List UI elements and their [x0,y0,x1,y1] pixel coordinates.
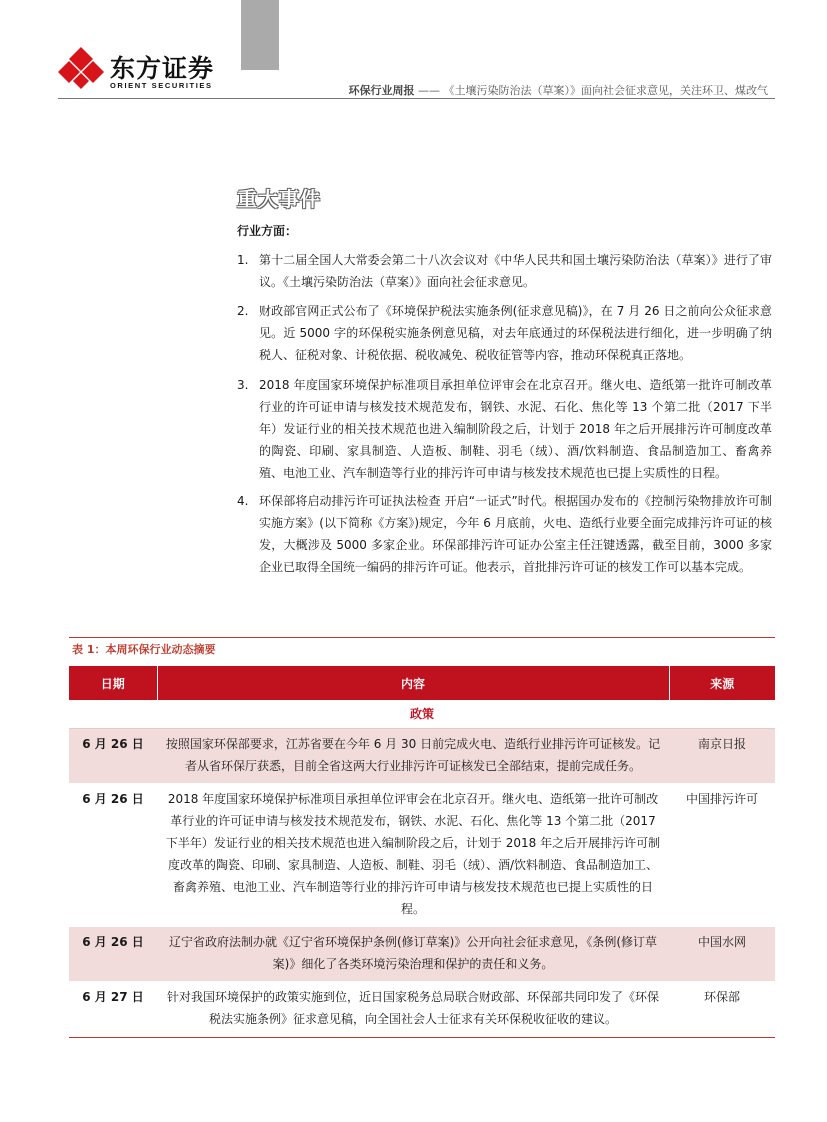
row-date: 6 月 26 日 [69,784,157,927]
section-title: 重大事件 [237,187,321,211]
logo-chinese-name: 东方证券 [110,54,215,83]
table-header-row [69,666,775,700]
row-source: 中国水网 [669,927,775,982]
column-header-date: 日期 [69,666,157,700]
weekly-news-table [69,637,775,1038]
row-content: 2018 年度国家环境保护标准项目承担单位评审会在北京召开。继火电、造纸第一批许可制改革行业的许可证申请与核发技术规范发布，钢铁、水泥、石化、焦化等 13 个第二批（2017 下半年）发证行业的相关技术规范也进入编制阶段之后，计划于 2018 年之后开展排污许可制度改革的陶瓷、印刷、家具制造、人造板、制鞋、羽毛（绒）、酒/饮料制造、食品制造加工、畜禽养殖、电池工业、汽车制造等行业的排污许可申请与核发技术规范也已提上实质性的日程。 [157,784,669,927]
logo-mark-icon [58,47,104,91]
news-item-text: 第十二届全国人大常委会第二十八次会议对《中华人民共和国土壤污染防治法（草案）》进行了审议。《土壤污染防治法（草案）》面向社会征求意见。 [259,253,772,289]
report-subtitle: —— 《土壤污染防治法（草案）》面向社会征求意见，关注环卫、煤改气 [418,84,768,97]
table-row [69,982,775,1037]
news-item-text: 环保部将启动排污许可证执法检查 开启“一证式”时代。根据国办发布的《控制污染物排放许可制实施方案》(以下简称《方案》)规定，今年 6 月底前，火电、造纸行业要全面完成排污许可证的核发，大概涉及 5000 多家企业。环保部排污许可证办公室主任汪键透露，截至目前，3000 多家企业已取得全国统一编码的排污许可证。他表示，首批排污许可证的核发工作可以基本完成。 [259,494,772,574]
table-caption: 表 1：本周环保行业动态摘要 [72,643,216,656]
row-date: 6 月 26 日 [69,729,157,784]
row-source: 中国排污许可 [669,784,775,927]
header-gray-tab [241,0,279,70]
row-date: 6 月 26 日 [69,927,157,982]
news-table [69,666,775,1037]
news-item [237,300,772,366]
row-source: 环保部 [669,982,775,1037]
news-item-text: 财政部官网正式公布了《环境保护税法实施条例(征求意见稿)》，在 7 月 26 日之前向公众征求意见。近 5000 字的环保税实施条例意见稿，对去年底通过的环保税法进行细化，进一步明确了纳税人、征税对象、计税依据、税收减免、税收征管等内容，推动环保税真正落地。 [259,304,772,362]
row-source: 南京日报 [669,729,775,784]
logo-english-name: ORIENT SECURITIES [110,81,213,90]
category-row [69,700,775,729]
news-item-number: 4. [237,494,249,508]
news-item-text: 2018 年度国家环境保护标准项目承担单位评审会在北京召开。继火电、造纸第一批许可制改革行业的许可证申请与核发技术规范发布，钢铁、水泥、石化、焦化等 13 个第二批（2017 下半年）发证行业的相关技术规范也进入编制阶段之后，计划于 2018 年之后开展排污许可制度改革的陶瓷、印刷、家具制造、人造板、制鞋、羽毛（绒）、酒/饮料制造、食品制造加工、畜禽养殖、电池工业、汽车制造等行业的排污许可申请与核发技术规范也已提上实质性的日程。 [259,378,772,480]
report-title [349,82,769,98]
news-item [237,374,772,484]
report-type: 环保行业周报 [348,84,415,97]
news-item [237,249,772,293]
row-content: 针对我国环境保护的政策实施到位，近日国家税务总局联合财政部、环保部共同印发了《环保税法实施条例》征求意见稿，向全国社会人士征求有关环保税收征收的建议。 [157,982,669,1037]
row-content: 辽宁省政府法制办就《辽宁省环境保护条例(修订草案)》公开向社会征求意见，《条例(修订草案)》细化了各类环境污染治理和保护的责任和义务。 [157,927,669,982]
table-row [69,927,775,982]
news-item-number: 2. [237,304,249,318]
news-item-number: 1. [237,253,249,267]
table-row [69,784,775,927]
news-item [237,490,772,578]
column-header-source: 来源 [669,666,775,700]
row-content: 按照国家环保部要求，江苏省要在今年 6 月 30 日前完成火电、造纸行业排污许可证核发。记者从省环保厅获悉，目前全省这两大行业排污许可证核发已全部结束，提前完成任务。 [157,729,669,784]
orient-securities-logo [58,47,228,97]
column-header-content: 内容 [157,666,669,700]
header-divider [58,98,775,99]
category-label: 政策 [69,700,775,729]
news-item-number: 3. [237,378,249,392]
industry-subheading: 行业方面： [237,224,298,238]
table-bottom-rule [69,1037,775,1038]
row-date: 6 月 27 日 [69,982,157,1037]
table-row [69,729,775,784]
